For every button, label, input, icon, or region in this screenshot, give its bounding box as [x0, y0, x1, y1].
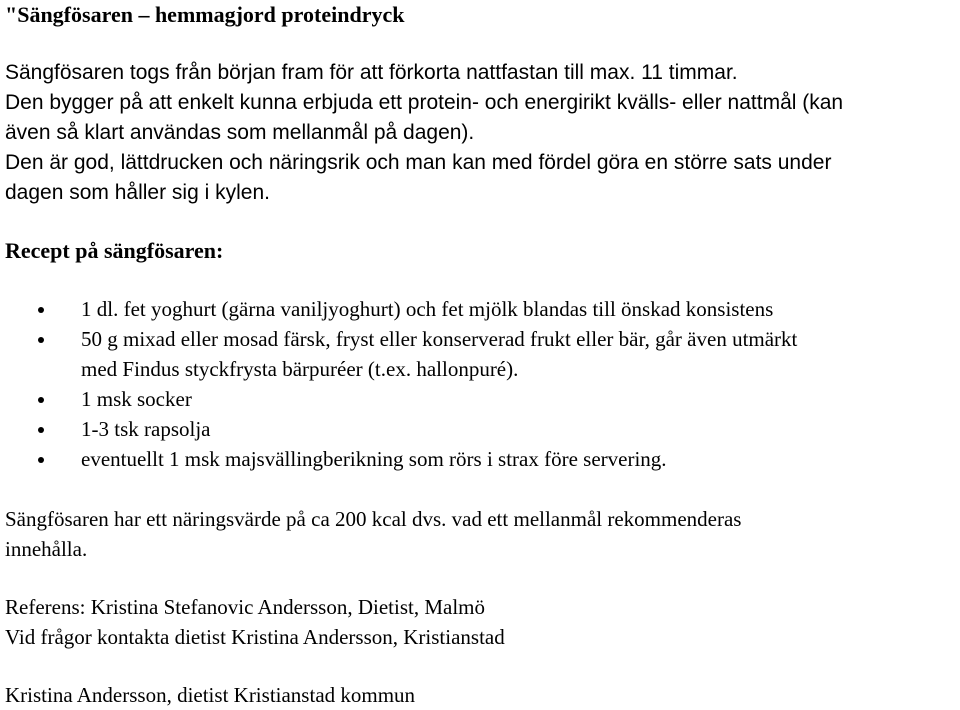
document-title: "Sängfösaren – hemmagjord proteindryck: [5, 2, 405, 27]
ingredient-text: 1-3 tsk rapsolja: [81, 417, 211, 441]
ingredient-text: eventuellt 1 msk majsvällingberikning som rörs i strax före servering.: [81, 447, 667, 471]
ingredient-item: [5, 294, 960, 324]
nutrition-paragraph: [5, 504, 741, 564]
author-text: Kristina Andersson, dietist Kristianstad kommun: [5, 683, 416, 707]
nutrition-line: Sängfösaren har ett näringsvärde på ca 200 kcal dvs. vad ett mellanmål rekommenderas: [5, 507, 742, 531]
intro-paragraph: [5, 58, 955, 208]
intro-line: Den är god, lättdrucken och näringsrik och man kan med fördel göra en större sats under: [5, 151, 832, 174]
ingredient-text: 50 g mixad eller mosad färsk, fryst eller konserverad frukt eller bär, går även utmärkt: [81, 327, 798, 351]
bullet-icon: [38, 457, 44, 463]
intro-line: även så klart användas som mellanmål på dagen).: [5, 121, 475, 144]
reference-block: [5, 592, 505, 652]
contact-line: Vid frågor kontakta dietist Kristina Andersson, Kristianstad: [5, 625, 505, 649]
bullet-icon: [38, 397, 44, 403]
nutrition-line: innehålla.: [5, 537, 88, 561]
intro-line: Den bygger på att enkelt kunna erbjuda ett protein- och energirikt kvälls- eller nattmål (kan: [5, 91, 844, 114]
ingredient-list: [5, 294, 960, 474]
ingredient-item: [5, 384, 960, 414]
bullet-icon: [38, 337, 44, 343]
ingredient-text: 1 msk socker: [81, 387, 192, 411]
ingredient-item: [5, 444, 960, 474]
recipe-heading: Recept på sängfösaren:: [5, 238, 224, 263]
intro-line: dagen som håller sig i kylen.: [5, 181, 270, 204]
bullet-icon: [38, 307, 44, 313]
ingredient-item: [5, 324, 960, 384]
reference-line: Referens: Kristina Stefanovic Andersson, Dietist, Malmö: [5, 595, 485, 619]
ingredient-text: 1 dl. fet yoghurt (gärna vaniljyoghurt) och fet mjölk blandas till önskad konsistens: [81, 297, 774, 321]
ingredient-item: [5, 414, 960, 444]
author-line: [5, 680, 415, 710]
ingredient-text: med Findus styckfrysta bärpuréer (t.ex. hallonpuré).: [81, 357, 519, 381]
bullet-icon: [38, 427, 44, 433]
intro-line: Sängfösaren togs från början fram för att förkorta nattfastan till max. 11 timmar.: [5, 61, 738, 84]
